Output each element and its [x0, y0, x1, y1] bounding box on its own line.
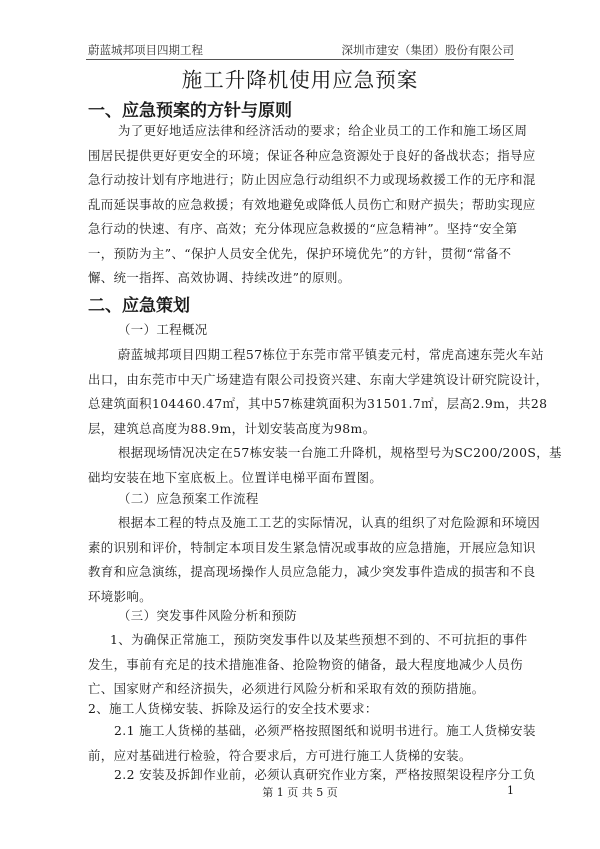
project-overview-paragraph	[88, 343, 549, 441]
subsection-workflow: （二）应急预案工作流程	[118, 491, 259, 506]
text-line: 层，建筑总高度为88.9m，计划安装高度为98m。	[88, 420, 376, 436]
text-line: 环境影响。	[88, 588, 152, 604]
text-line: 为了更好地适应法律和经济活动的要求；给企业员工的工作和施工场区周	[118, 123, 528, 138]
text-line: 根据本工程的特点及施工工艺的实际情况，认真的组织了对危险源和环境因	[118, 515, 541, 530]
subsection-risk-analysis: （三）突发事件风险分析和预防	[118, 608, 298, 623]
dismantling-paragraph	[88, 765, 536, 785]
text-line: 2.2 安装及拆卸作业前，必须认真研究作业方案，严格按照架设程序分工负	[114, 767, 536, 782]
text-line: 蔚蓝城邦项目四期工程57栋位于东莞市常平镇麦元村，常虎高速东莞火车站	[118, 347, 544, 362]
header-company-name: 深圳市建安（集团）股份有限公司	[341, 43, 514, 57]
text-line: 急行动按计划有序地进行；防止因应急行动组织不力或现场救援工作的无序和混	[88, 172, 536, 187]
subsection-project-overview: （一）工程概况	[118, 322, 208, 337]
text-line: 素的识别和评价，特制定本项目发生紧急情况或事故的应急措施，开展应急知识	[88, 539, 536, 555]
text-line: 发生，事前有充足的技术措施准备、抢险物资的储备，最大程度地减少人员伤	[88, 656, 523, 672]
text-line: 亡、国家财产和经济损失，必须进行风险分析和采取有效的预防措施。	[88, 681, 485, 696]
text-line: 前，应对基础进行检验，符合要求后，方可进行施工人货梯的安装。	[88, 747, 472, 763]
header-project-name: 蔚蓝城邦项目四期工程	[88, 43, 203, 57]
text-line: 围居民提供更好更安全的环境；保证各种应急资源处于良好的备战状态；指导应	[88, 147, 536, 163]
header-divider	[86, 59, 514, 60]
text-line: 2、施工人货梯安装、拆除及运行的安全技术要求：	[88, 701, 378, 716]
text-line: 2.1 施工人货梯的基础，必须严格按照图纸和说明书进行。施工人货梯安装	[114, 723, 536, 738]
workflow-paragraph	[88, 511, 541, 609]
section2-heading: 二、应急策划	[88, 296, 190, 316]
text-line: 总建筑面积104460.47㎡，其中57栋建筑面积为31501.7㎡，层高2.9m，共28	[88, 396, 548, 411]
installation-paragraph	[88, 441, 562, 490]
foundation-paragraph	[88, 719, 536, 768]
text-line: 出口，由东莞市中天广场建造有限公司投资兴建、东南大学建筑设计研究院设计，	[88, 371, 549, 387]
text-line: 础均安装在地下室底板上。位置详电梯平面布置图。	[88, 469, 383, 485]
text-line: 一，预防为主”、“保护人员安全优先，保护环境优先”的方针，贯彻“常备不	[88, 245, 512, 261]
page-footer: 第 1 页 共 5 页	[262, 786, 338, 799]
text-line: 急行动的快速、有序、高效；充分体现应急救援的“应急精神”。坚持“安全第	[88, 221, 518, 236]
text-line: 乱而延误事故的应急救援；有效地避免或降低人员伤亡和财产损失；帮助实现应	[88, 196, 536, 212]
safety-requirements-paragraph	[88, 697, 513, 722]
text-line: 1、为确保正常施工，预防突发事件以及某些预想不到的、不可抗拒的事件	[110, 632, 528, 647]
section1-paragraph	[88, 119, 536, 291]
risk-analysis-paragraph	[88, 628, 528, 702]
text-line: 根据现场情况决定在57栋安装一台施工升降机，规格型号为SC200/200S，基	[118, 445, 562, 460]
page-number: 1	[507, 784, 514, 797]
text-line: 懈、统一指挥、高效协调、持续改进”的原则。	[88, 270, 351, 285]
text-line: 教育和应急演练，提高现场操作人员应急能力，减少突发事件造成的损害和不良	[88, 564, 536, 579]
section1-heading: 一、应急预案的方针与原则	[88, 101, 292, 121]
document-title: 施工升降机使用应急预案	[181, 68, 419, 92]
